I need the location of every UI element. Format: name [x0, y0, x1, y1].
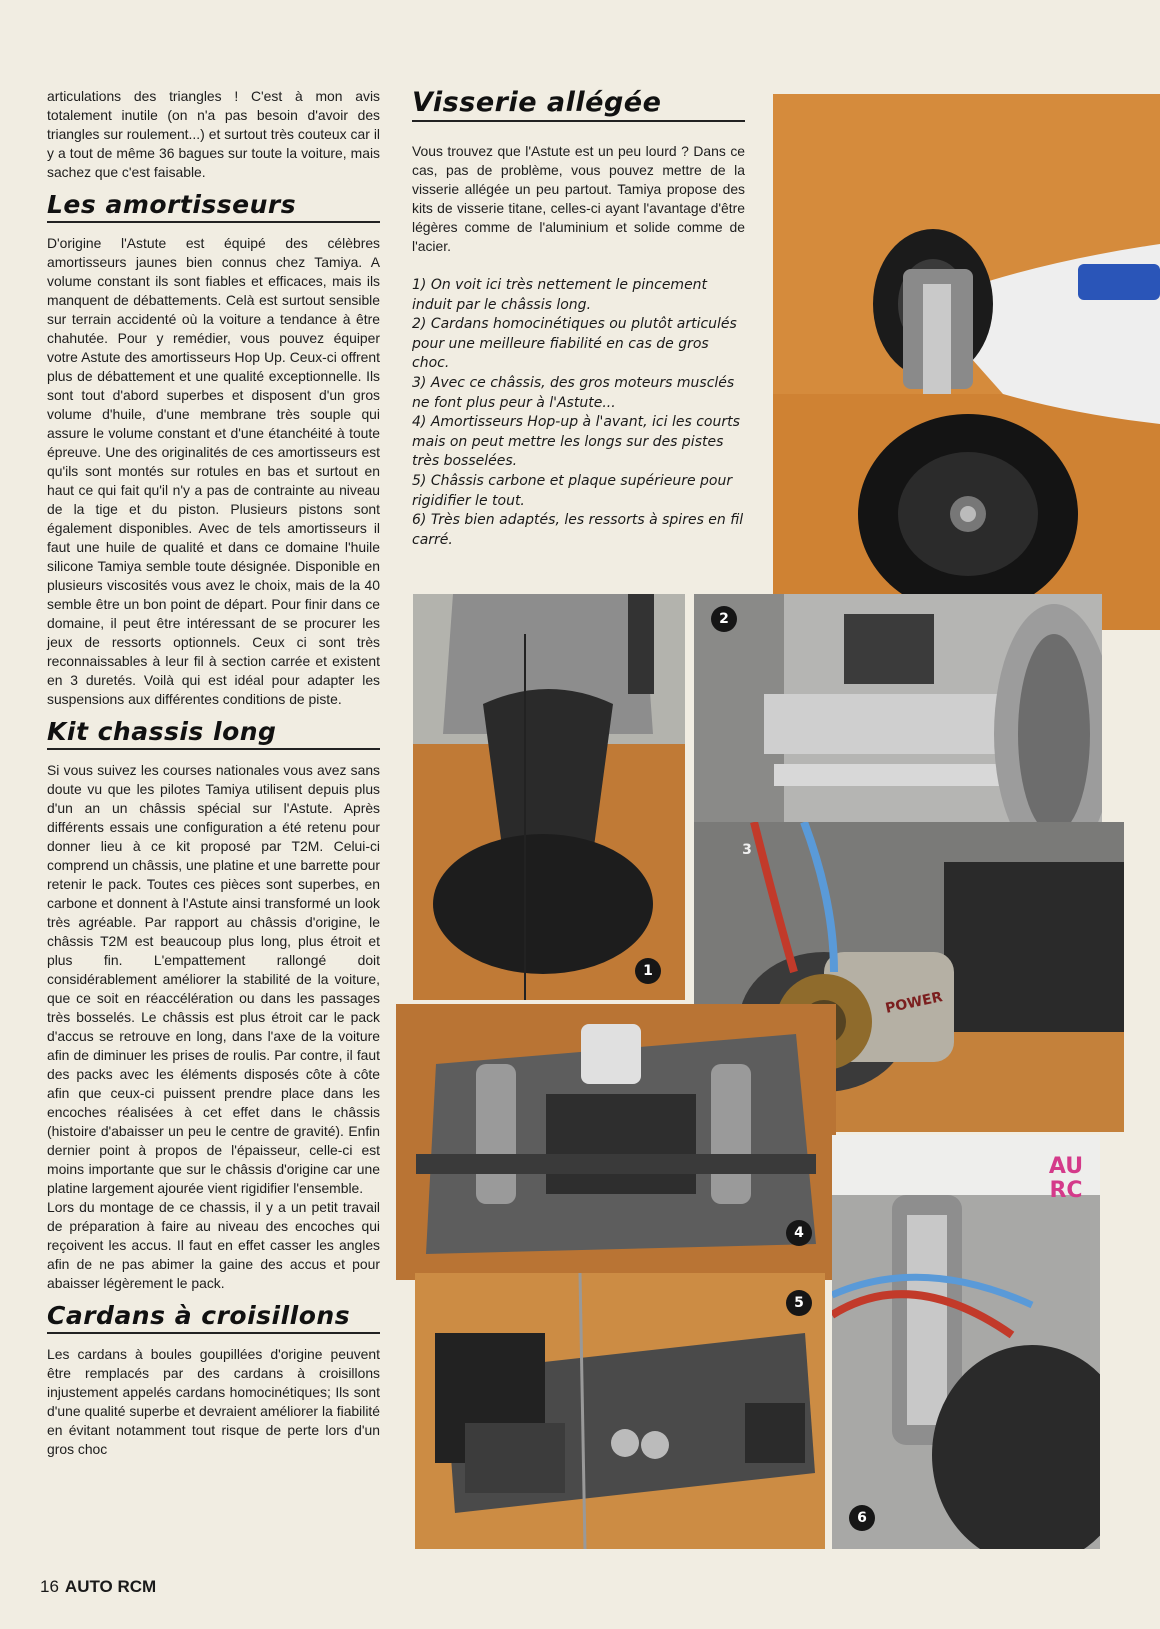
caption-2: 2) Cardans homocinétiques ou plutôt articulés pour une meilleure fiabilité en cas de gros choc.	[412, 316, 737, 372]
badge-5: 5	[786, 1290, 812, 1316]
cardans-paragraph: Les cardans à boules goupillées d'origine peuvent être remplacés par des cardans à croisillons injustement appelés cardans homocinétiques; Ils sont d'une qualité superbe et devraient améliorer la fiabilité en évitant notamment tout risque de perte lors d'un gros choc	[47, 1346, 380, 1457]
badge-1: 1	[635, 958, 661, 984]
visserie-paragraph: Vous trouvez que l'Astute est un peu lourd ? Dans ce cas, pas de problème, vous pouvez mettre de la visserie allégée un peu partout. Tamiya propose des kits de visserie titane, celles-ci ayant l'avantage d'être légères comme de l'aluminium et solide comme de l'acier.	[412, 143, 745, 254]
photo-6-springs	[832, 1135, 1100, 1549]
photo-4-front-shocks	[396, 1004, 836, 1280]
chassis-paragraph-2: Lors du montage de ce chassis, il y a un petit travail de préparation à faire au niveau des encoches qui reçoivent les accus. Il faut en effet casser les angles afin de ne pas abimer la gaine des accus et pour abaisser légèrement le pack.	[47, 1199, 380, 1291]
photo-5-carbon-chassis	[415, 1273, 825, 1549]
caption-4: 4) Amortisseurs Hop-up à l'avant, ici les courts mais on peut mettre les longs sur des pistes très bosselées.	[412, 414, 740, 470]
chassis-paragraph: Si vous suivez les courses nationales vous avez sans doute vu que les pilotes Tamiya utilisent depuis plus d'un an un châssis spécial sur l'Astute. Après différents essais une configuration a été retenu pour donner lieu à ce kit proposé par T2M. Celui-ci comprend un châssis, une platine et une barrette pour retenir le pack. Toutes ces pièces sont superbes, en carbone et donnent à l'Astute ainsi transformé un look très agréable. Par rapport au châssis d'origine, le châssis T2M est beaucoup plus long, plus étroit et plus fin. L'empattement rallongé doit considérablement améliorer la stabilité de la voiture, que ce soit en réaccélération ou dans les passages très bosselés. Le châssis est plus étroit car le pack d'accus se retrouve en long, dans l'axe de la voiture afin de diminuer les prises de roulis. Par contre, il faut des packs avec les éléments disposés côte à côte afin que ceux-ci puissent prendre place dans les encoches réalisées à cet effet dans le châssis (histoire d'abaisser un peu le centre de gravité). Enfin dernier point à propos de l'épaisseur, celle-ci est moins importante que sur le châssis d'origine car une platine largement ajourée vient rigidifier l'ensemble.	[47, 762, 380, 1196]
motor-label: POWER	[883, 989, 944, 1017]
right-text-column	[412, 87, 745, 550]
caption-3: 3) Avec ce châssis, des gros moteurs musclés ne font plus peur à l'Astute...	[412, 374, 735, 411]
decal-text: AU RC	[1048, 1154, 1084, 1203]
badge-4: 4	[786, 1220, 812, 1246]
page-footer	[40, 1577, 156, 1597]
amortisseurs-paragraph: D'origine l'Astute est équipé des célèbres amortisseurs jaunes bien connus chez Tamiya. A volume constant ils sont fiables et efficaces, mais ils manquent de débattements. Celà est surtout sensible sur terrain accidenté où la voiture a tendance à être chahutée. Pour y remédier, vous pouvez équiper votre Astute des amortisseurs Hop Up. Ceux-ci offrent plus de débattement et une qualité exceptionnelle. Ils sont tout d'abord superbes et disposent d'un gros volume d'huile, d'une membrane très souple qui assure le volume constant et d'une étanchéité à toute épreuve. Une des originalités de ces amortisseurs est qu'ils sont montés sur rotules en bas et surtout en haut ce qui fait qu'il n'y a pas de contrainte au niveau de la tige et du piston. Plusieurs pistons sont également disponibles. Avec de tels amortisseurs il faut une huile de qualité et dans ce domaine l'huile silicone Tamiya semble toute désignée. Disponible en plusieurs viscosités vous avez le choix, mais de la 40 semble être un bon point de départ. Pour finir dans ce domaine, il peut être intéressant de se procurer les jeux de ressorts optionnels. Ceux ci sont très reconnaissables à leur fil à section carrée et existent en 3 duretés. Voilà qui est idéal pour adapter les suspensions aux différentes conditions de piste.	[47, 235, 380, 707]
photo-1-chassis-rear	[413, 594, 685, 1000]
heading-chassis-long: Kit chassis long	[47, 717, 380, 750]
heading-visserie: Visserie allégée	[412, 87, 745, 122]
left-column	[47, 87, 380, 1459]
heading-cardans: Cardans à croisillons	[47, 1301, 380, 1334]
photo-captions	[412, 276, 745, 550]
badge-2: 2	[711, 606, 737, 632]
magazine-name: AUTO RCM	[64, 1577, 157, 1596]
badge-6: 6	[849, 1505, 875, 1531]
caption-6: 6) Très bien adaptés, les ressorts à spires en fil carré.	[412, 512, 744, 548]
photo-buggy-front	[773, 94, 1160, 630]
heading-amortisseurs: Les amortisseurs	[47, 190, 380, 223]
caption-5: 5) Châssis carbone et plaque supérieure pour rigidifier le tout.	[412, 472, 733, 509]
badge-3: 3	[742, 842, 752, 858]
caption-1: 1) On voit ici très nettement le pincement induit par le châssis long.	[412, 277, 708, 313]
intro-paragraph: articulations des triangles ! C'est à mon avis totalement inutile (on n'a pas besoin d'avoir des triangles sur roulement...) et surtout très couteux car il y a tout de même 36 bagues sur toute la voiture, mais sachez que c'est faisable.	[47, 88, 380, 180]
page-number: 16	[40, 1577, 59, 1596]
